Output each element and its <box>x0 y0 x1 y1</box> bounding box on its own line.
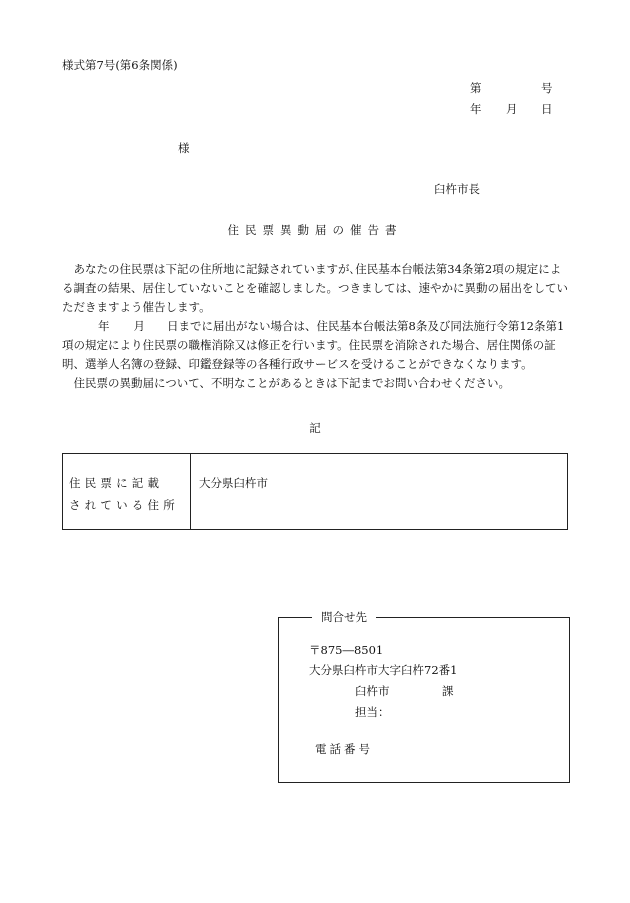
contact-box <box>278 610 570 783</box>
contact-address: 大分県臼杵市大字臼杵72番1 <box>309 663 458 677</box>
date-year-label: 年 <box>470 102 482 116</box>
date-day-label: 日 <box>541 102 553 116</box>
form-number: 様式第7号(第6条関係) <box>62 58 178 72</box>
contact-section-suffix: 課 <box>442 684 454 698</box>
issuer-name: 臼杵市長 <box>434 182 480 196</box>
address-label-line-1: 住民票に記載 <box>69 476 164 490</box>
ki-heading: 記 <box>309 421 321 435</box>
address-label-line-2: されている住所 <box>69 498 179 512</box>
contact-phone-label: 電話番号 <box>315 742 373 756</box>
deadline-year-label: 年 <box>98 319 110 333</box>
registered-address-table <box>62 453 568 530</box>
recipient-honorific: 様 <box>178 141 190 155</box>
date-month-label: 月 <box>506 102 518 116</box>
address-label-cell <box>63 454 191 529</box>
document-number-label: 第 <box>470 81 482 95</box>
body-paragraph-1: あなたの住民票は下記の住所地に記録されていますが､住民基本台帳法第34条第2項の規定による調査の結果、居住していないことを確認しました。つきましては、速やかに異動の届出をしていただきますよう催告します。 <box>62 262 568 314</box>
document-number-suffix: 号 <box>541 81 553 95</box>
deadline-month-label: 月 <box>133 319 145 333</box>
body-paragraph-3: 住民票の異動届について、不明なことがあるときは下記までお問い合わせください。 <box>73 376 511 390</box>
deadline-rest-text: 日までに届出がない場合は、住民基本台帳法第8条及び同法施行令第12条第1項の規定により住民票の職権消除又は修正を行います。住民票を消除された場合、居住関係の証明、選挙人名簿の登録、印鑑登録等の各種行政サービスを受けることができなくなります。 <box>62 319 565 371</box>
contact-city: 臼杵市 <box>355 684 390 698</box>
body-paragraph-2 <box>62 317 570 374</box>
contact-person-label: 担当： <box>355 705 390 719</box>
contact-postal-code: 〒875―8501 <box>309 643 384 657</box>
document-title: 住民票異動届の催告書 <box>227 223 403 237</box>
contact-title: 問合せ先 <box>312 609 376 625</box>
registered-address-value: 大分県臼杵市 <box>199 476 268 490</box>
